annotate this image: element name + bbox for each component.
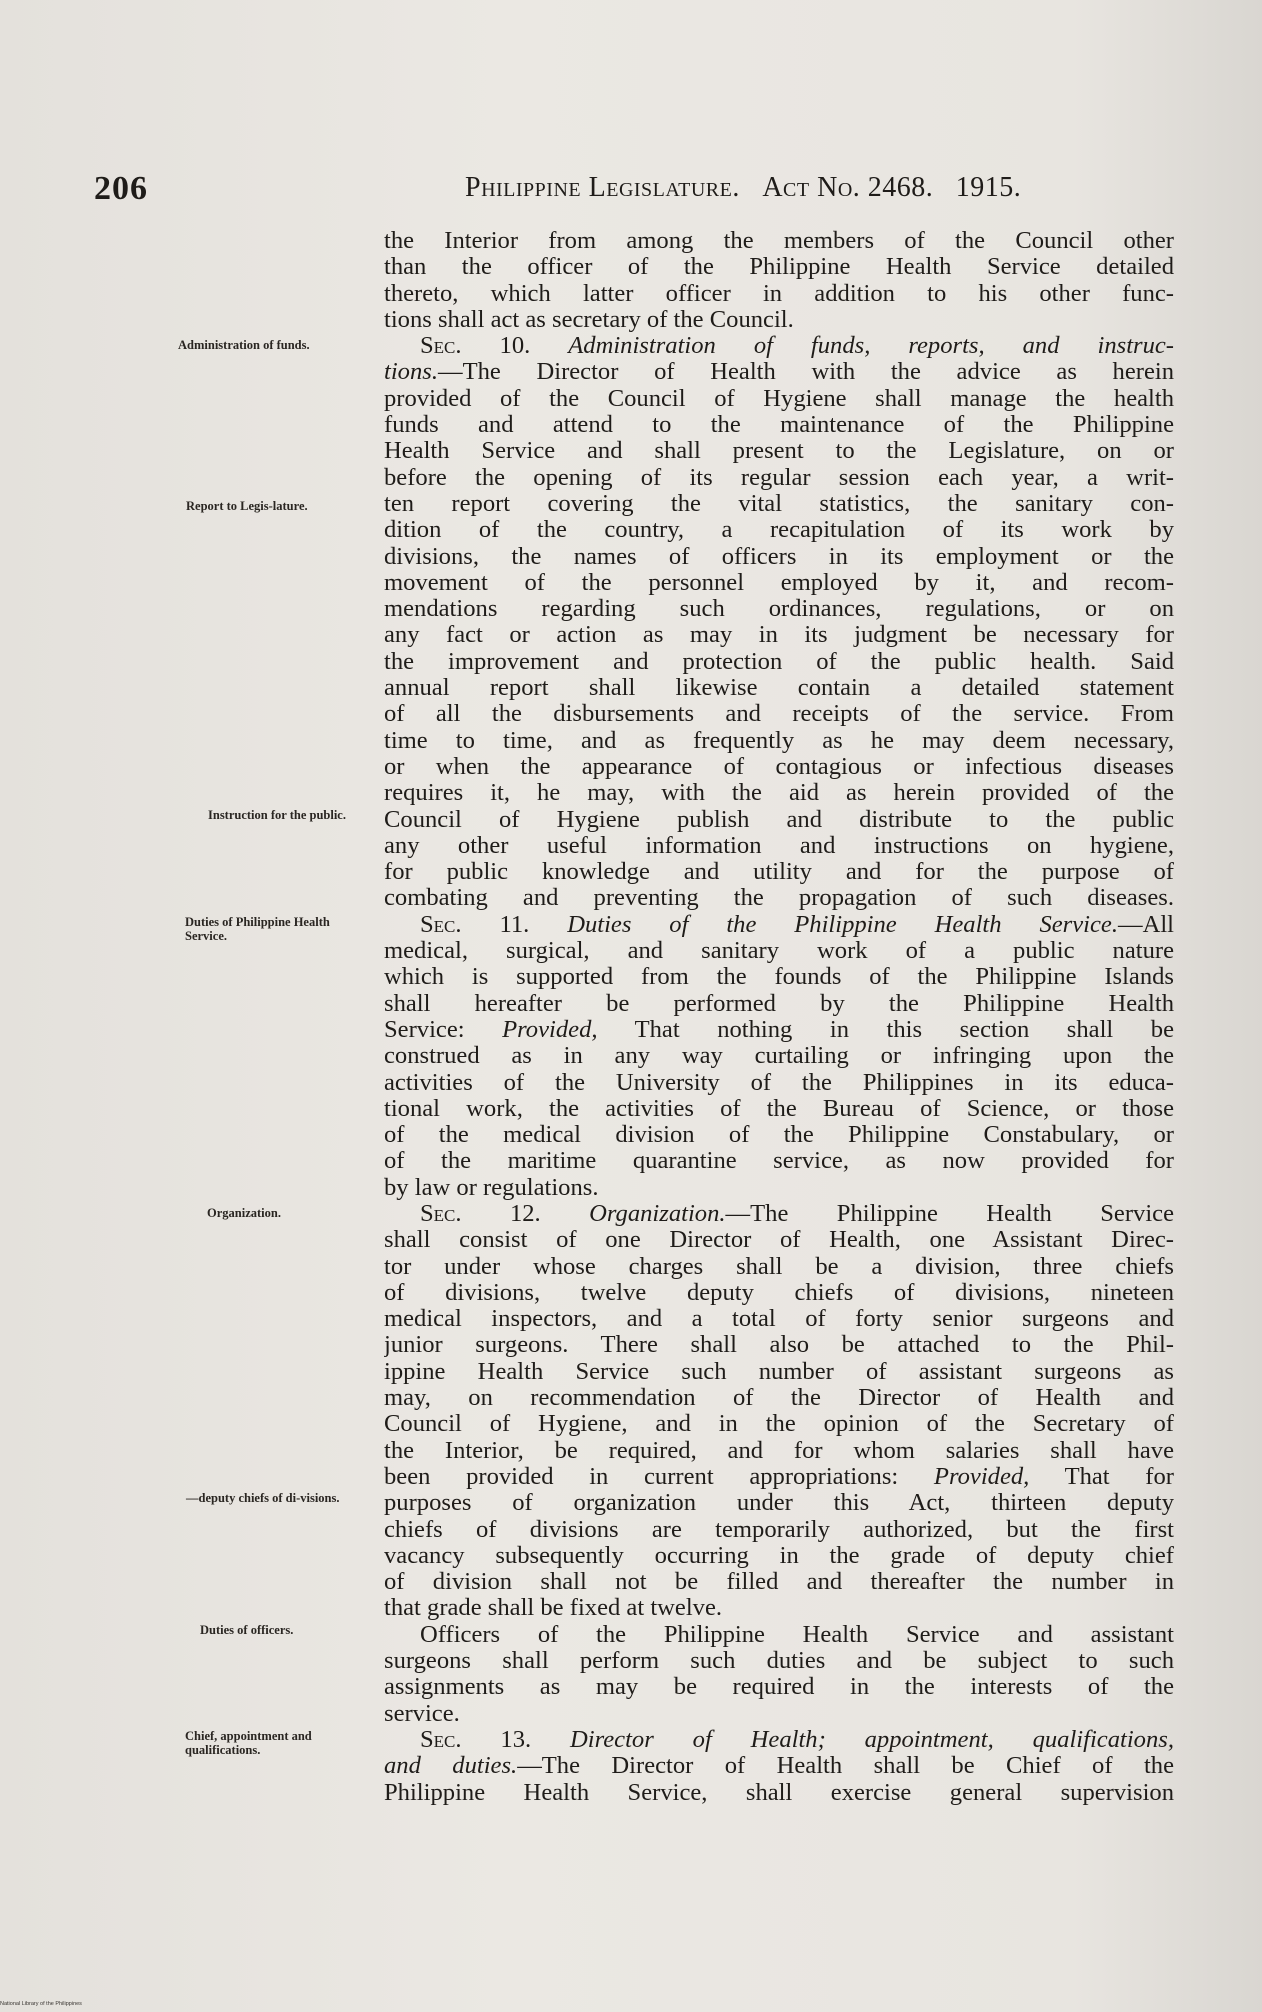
text-line: Service: Provided, That nothing in this section shall be — [384, 1016, 1174, 1043]
section-11-label: Sec. 11. — [420, 911, 530, 938]
margin-note-duties-health-service: Duties of Philippine Health Service. — [185, 915, 330, 943]
text-line: which is supported from the founds of the Philippine Islands — [384, 964, 1174, 991]
text-line: of division shall not be filled and thereafter the number in — [384, 1569, 1174, 1596]
page-number: 206 — [94, 170, 148, 207]
section-13-label: Sec. 13. — [420, 1726, 532, 1753]
section-13-title: Director of Health; appointment, qualifications, — [570, 1726, 1174, 1753]
margin-note-report: Report to Legis-lature. — [186, 499, 308, 513]
section-10-title-end: tions. — [384, 359, 438, 386]
text-line: assignments as may be required in the interests of the — [384, 1674, 1174, 1701]
section-12-title: Organization. — [589, 1200, 726, 1227]
text-line: any fact or action as may in its judgment be necessary for — [384, 622, 1174, 649]
text-line: ten report covering the vital statistics, the sanitary con- — [384, 490, 1174, 517]
body-text — [384, 228, 1174, 1806]
text-line: Council of Hygiene publish and distribute to the public — [384, 806, 1174, 833]
text-line: been provided in current appropriations: Provided, That for — [384, 1463, 1174, 1490]
text-line: by law or regulations. — [384, 1174, 599, 1201]
margin-note-administration: Administration of funds. — [178, 338, 310, 352]
text-line: activities of the University of the Philippines in its educa- — [384, 1069, 1174, 1096]
running-head-title: Philippine Legislature. — [465, 172, 740, 203]
text-line: medical, surgical, and sanitary work of a public nature — [384, 938, 1174, 965]
running-head-act: Act No. 2468. — [762, 172, 934, 203]
text-line: Health Service and shall present to the Legislature, on or — [384, 438, 1174, 465]
text-line: of the maritime quarantine service, as now provided for — [384, 1148, 1174, 1175]
text-line: vacancy subsequently occurring in the grade of deputy chief — [384, 1542, 1174, 1569]
text-line: any other useful information and instructions on hygiene, — [384, 832, 1174, 859]
text-line: tions.—The Director of Health with the advice as herein — [384, 359, 1174, 386]
text-line: ippine Health Service such number of assistant surgeons as — [384, 1358, 1174, 1385]
text-line: combating and preventing the propagation of such diseases. — [384, 885, 1174, 912]
text-line — [384, 1727, 1174, 1753]
section-12-label: Sec. 12. — [420, 1200, 541, 1227]
section-10-label: Sec. 10. — [420, 333, 531, 360]
text-line: that grade shall be fixed at twelve. — [384, 1595, 723, 1622]
text-line: and duties.—The Director of Health shall be Chief of the — [384, 1753, 1174, 1780]
text-line: thereto, which latter officer in addition to his other func- — [384, 280, 1174, 307]
text-line: junior surgeons. There shall also be attached to the Phil- — [384, 1332, 1174, 1359]
text-line: mendations regarding such ordinances, regulations, or on — [384, 596, 1174, 623]
text-line: surgeons shall perform such duties and be subject to such — [384, 1648, 1174, 1675]
text-line: may, on recommendation of the Director of Health and — [384, 1385, 1174, 1412]
text-line: movement of the personnel employed by it, and recom- — [384, 569, 1174, 596]
text-line: of the medical division of the Philippine Constabulary, or — [384, 1122, 1174, 1149]
section-11-title: Duties of the Philippine Health Service. — [567, 911, 1118, 938]
text-line: Sec. 12. Organization.—The Philippine Health Service — [420, 1200, 1174, 1227]
section-13-title-end: and duties. — [384, 1753, 518, 1780]
text-line: medical inspectors, and a total of forty senior surgeons and — [384, 1306, 1174, 1333]
text-line: Council of Hygiene, and in the opinion of the Secretary of — [384, 1411, 1174, 1438]
text-line: shall hereafter be performed by the Philippine Health — [384, 990, 1174, 1017]
text-line: tional work, the activities of the Bureau of Science, or those — [384, 1095, 1174, 1122]
footer-credit: National Library of the Philippines — [0, 2001, 82, 2007]
text-line: the Interior, be required, and for whom salaries shall have — [384, 1437, 1174, 1464]
text-line: the Interior from among the members of the Council other — [384, 228, 1174, 254]
proviso-provided: Provided, — [502, 1016, 598, 1043]
proviso-provided-2: Provided, — [933, 1463, 1030, 1490]
section-10-title: Administration of funds, reports, and instruc- — [568, 333, 1174, 360]
margin-note-organization: Organization. — [207, 1206, 281, 1220]
text-line: construed as in any way curtailing or infringing upon the — [384, 1043, 1174, 1070]
text-line: time to time, and as frequently as he may deem necessary, — [384, 727, 1174, 754]
text-line: for public knowledge and utility and for the purpose of — [384, 859, 1174, 886]
text-line: divisions, the names of officers in its employment or the — [384, 543, 1174, 570]
text-line: Sec. 11. Duties of the Philippine Health Service.—All — [420, 911, 1174, 938]
text-line: funds and attend to the maintenance of the Philippine — [384, 412, 1174, 439]
running-head — [465, 172, 1021, 204]
text-line: tions shall act as secretary of the Council. — [384, 306, 794, 333]
text-line: provided of the Council of Hygiene shall manage the health — [384, 385, 1174, 412]
text-line: Officers of the Philippine Health Service and assistant — [420, 1621, 1174, 1648]
text-line: shall consist of one Director of Health, one Assistant Direc- — [384, 1227, 1174, 1254]
margin-note-deputy-chiefs: —deputy chiefs of di-visions. — [186, 1491, 340, 1505]
text-line: of divisions, twelve deputy chiefs of divisions, nineteen — [384, 1279, 1174, 1306]
running-head-year: 1915. — [955, 172, 1022, 203]
text-line: the improvement and protection of the public health. Said — [384, 648, 1174, 675]
text-line — [384, 333, 1174, 359]
text-line: dition of the country, a recapitulation of its work by — [384, 517, 1174, 544]
text-line: tor under whose charges shall be a division, three chiefs — [384, 1253, 1174, 1280]
text-line: of all the disbursements and receipts of the service. From — [384, 701, 1174, 728]
text-line: purposes of organization under this Act, thirteen deputy — [384, 1490, 1174, 1517]
text-line: service. — [384, 1700, 460, 1727]
text-line: than the officer of the Philippine Health Service detailed — [384, 254, 1174, 281]
margin-note-chief-appointment: Chief, appointment and qualifications. — [185, 1729, 312, 1757]
text-line: before the opening of its regular session each year, a writ- — [384, 464, 1174, 491]
text-line: or when the appearance of contagious or infectious diseases — [384, 753, 1174, 780]
margin-note-duties-officers: Duties of officers. — [200, 1623, 294, 1637]
text-line: chiefs of divisions are temporarily authorized, but the first — [384, 1516, 1174, 1543]
text-line: annual report shall likewise contain a detailed statement — [384, 675, 1174, 702]
text-line: requires it, he may, with the aid as herein provided of the — [384, 780, 1174, 807]
text-line: Philippine Health Service, shall exercise general supervision — [384, 1779, 1174, 1806]
margin-note-instruction: Instruction for the public. — [208, 808, 346, 822]
